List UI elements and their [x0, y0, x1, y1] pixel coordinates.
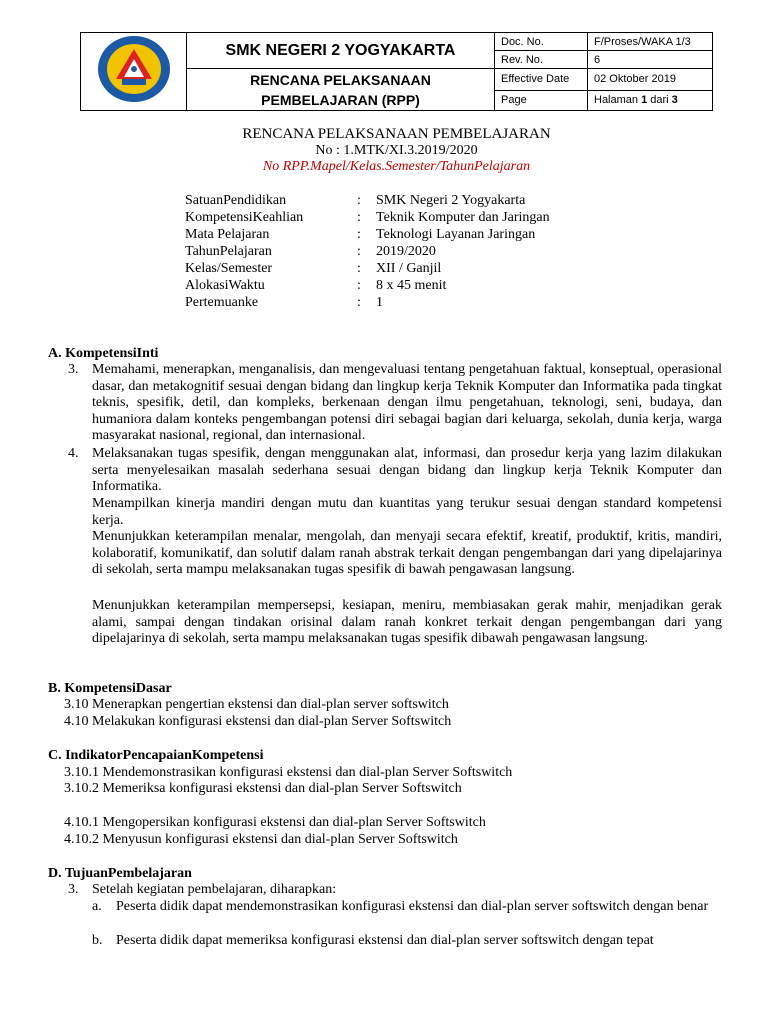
identity-label: AlokasiWaktu [185, 278, 265, 293]
ki4-paragraph-2: Menampilkan kinerja mandiri dengan mutu dan kuantitas yang terukur sesuai dengan standard kompetensi kerja. [92, 496, 722, 528]
identity-value: XII / Ganjil [376, 261, 442, 276]
identity-label: TahunPelajaran [185, 244, 272, 259]
ki4-paragraph-3: Menunjukkan keterampilan menalar, mengolah, dan menyaji secara efektif, kreatif, produktif, kritis, mandiri, kolaboratif, komunikatif, dan solutif dalam ranah abstrak terkait dengan pengembangan dari yang dipelajarinya di sekolah, serta mampu melaksanakan tugas spesifik di bawah pengawasan langsung. [92, 529, 722, 578]
objective-item: Peserta didik dapat memeriksa konfigurasi ekstensi dan dial-plan server softswitch dengan tepat [116, 933, 654, 948]
identity-sep: : [357, 244, 361, 259]
identity-label: SatuanPendidikan [185, 193, 287, 208]
section-c-heading: C. IndikatorPencapaianKompetensi [48, 748, 264, 763]
school-name: SMK NEGERI 2 YOGYAKARTA [187, 33, 495, 69]
meta-label: Page [495, 90, 588, 111]
section-d-heading: D. TujuanPembelajaran [48, 866, 192, 881]
identity-value: 8 x 45 menit [376, 278, 447, 293]
page-prefix: Halaman [594, 94, 642, 107]
school-logo-icon [94, 33, 174, 105]
identity-sep: : [357, 261, 361, 276]
objective-marker: a. [92, 899, 102, 914]
identity-value: SMK Negeri 2 Yogyakarta [376, 193, 526, 208]
document-number: No : 1.MTK/XI.3.2019/2020 [315, 143, 478, 158]
ki3-text: Memahami, menerapkan, menganalisis, dan mengevaluasi tentang pengetahuan faktual, konseptual, operasional dasar, dan metakognitif sesuai dengan bidang dan lingkup kerja Teknik Komputer dan Informatika pada tingkat teknis, spesifik, detil, dan kompleks, berkenaan dengan ilmu pengetahuan, teknologi, seni, budaya, dan humaniora dalam konteks pengembangan potensi diri sebagai bagian dari keluarga, sekolah, dunia kerja, warga masyarakat nasional, regional, dan internasional. [92, 362, 722, 444]
meta-value: 02 Oktober 2019 [588, 69, 713, 91]
page-value [588, 90, 713, 111]
meta-label: Rev. No. [495, 51, 588, 69]
rpp-title-line2: PEMBELAJARAN (RPP) [261, 91, 420, 108]
indicator-item: 3.10.1 Mendemonstrasikan konfigurasi ekstensi dan dial-plan Server Softswitch [64, 765, 513, 780]
meta-label: Doc. No. [495, 33, 588, 51]
objective-number: 3. [68, 882, 79, 897]
ki4-paragraph-4: Menunjukkan keterampilan mempersepsi, kesiapan, meniru, membiasakan gerak mahir, menjadikan gerak alami, sampai dengan tindakan orisinal dalam ranah konkret terkait dengan pengembangan dari yang dipelajarinya di sekolah, serta mampu melaksanakan tugas spesifik dibawah pengawasan langsung. [92, 598, 722, 647]
indicator-item: 4.10.2 Menyusun konfigurasi ekstensi dan dial-plan Server Softswitch [64, 832, 458, 847]
identity-label: Kelas/Semester [185, 261, 273, 276]
meta-label: Effective Date [495, 69, 588, 91]
meta-value: F/Proses/WAKA 1/3 [588, 33, 713, 51]
section-a-heading: A. KompetensiInti [48, 346, 159, 361]
objective-item: Peserta didik dapat mendemonstrasikan konfigurasi ekstensi dan dial-plan server softswitch dengan benar [116, 899, 709, 914]
ki4-number: 4. [68, 446, 79, 461]
ki4-paragraph-1: Melaksanakan tugas spesifik, dengan menggunakan alat, informasi, dan prosedur kerja yang lazim dilakukan serta menyelesaikan masalah sederhana sesuai dengan bidang dan lingkup kerja Teknik Komputer dan Informatika. [92, 446, 722, 495]
kd-item: 4.10 Melakukan konfigurasi ekstensi dan dial-plan Server Softswitch [64, 714, 452, 729]
identity-value: 2019/2020 [376, 244, 436, 259]
identity-sep: : [357, 278, 361, 293]
section-b-heading: B. KompetensiDasar [48, 681, 172, 696]
identity-sep: : [357, 210, 361, 225]
indicator-item: 4.10.1 Mengopersikan konfigurasi ekstensi dan dial-plan Server Softswitch [64, 815, 486, 830]
document-header-table [80, 32, 713, 111]
page-mid: dari [647, 94, 672, 107]
document-number-format: No RPP.Mapel/Kelas.Semester/TahunPelajaran [262, 159, 531, 174]
meta-value: 6 [588, 51, 713, 69]
identity-sep: : [357, 295, 361, 310]
rpp-title-line1: RENCANA PELAKSANAAN [250, 71, 431, 88]
identity-value: Teknologi Layanan Jaringan [376, 227, 536, 242]
objective-intro: Setelah kegiatan pembelajaran, diharapkan: [92, 882, 337, 897]
document-title: RENCANA PELAKSANAAN PEMBELAJARAN [242, 126, 551, 142]
identity-sep: : [357, 193, 361, 208]
identity-value: Teknik Komputer dan Jaringan [376, 210, 550, 225]
rpp-title [187, 69, 495, 111]
ki3-number: 3. [68, 362, 79, 377]
kd-item: 3.10 Menerapkan pengertian ekstensi dan dial-plan server softswitch [64, 697, 449, 712]
identity-label: Mata Pelajaran [185, 227, 270, 242]
identity-sep: : [357, 227, 361, 242]
page-number: 1 [641, 94, 648, 107]
page-total: 3 [671, 94, 678, 107]
objective-marker: b. [92, 933, 103, 948]
identity-label: KompetensiKeahlian [185, 210, 304, 225]
indicator-item: 3.10.2 Memeriksa konfigurasi ekstensi dan dial-plan Server Softswitch [64, 781, 462, 796]
identity-value: 1 [376, 295, 383, 310]
identity-label: Pertemuanke [185, 295, 259, 310]
school-logo-cell [81, 33, 187, 111]
